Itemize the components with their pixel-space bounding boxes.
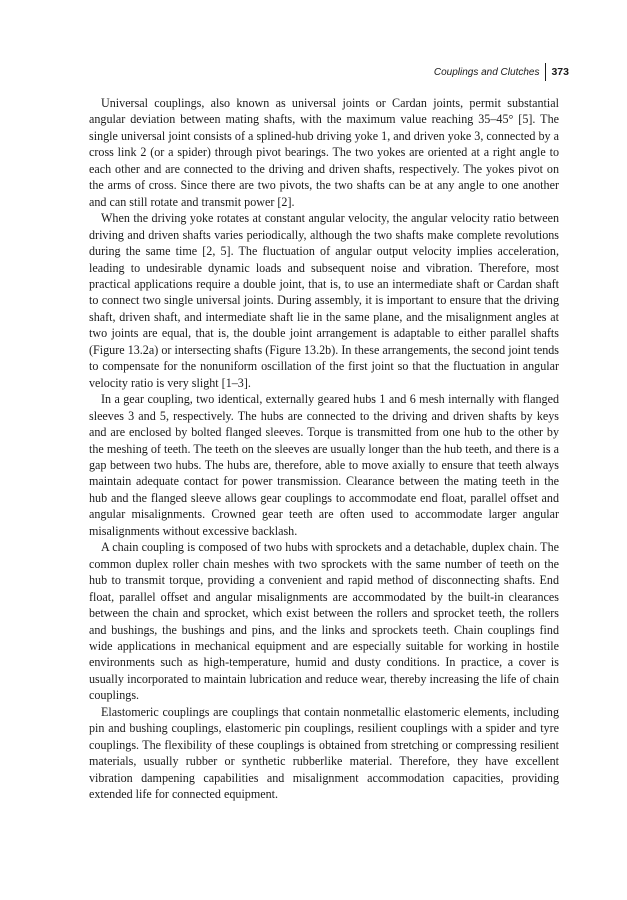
paragraph-chain-coupling: A chain coupling is composed of two hubs with sprockets and a detachable, duplex chain. The common duplex roller chain meshes with two sprockets with the same number of teeth on the hub to transmit torque, providing a convenient and rapid method of disconnecting shafts. End float, parallel offset and angular misalignments are accommodated by the built-in clearances between the chain and sprocket, which exist between the rollers and sprocket teeth, the rollers and bushings, the bushings and pins, and the links and sprockets teeth. Chain couplings find wide applications in mechanical equipment and are especially suitable for working in hostile environments such as high-temperature, humid and dusty conditions. In practice, a cover is usually incorporated to maintain lubrication and reduce wear, thereby increasing the life of chain couplings. <box>89 540 559 703</box>
running-head-divider <box>545 63 546 81</box>
body-text <box>89 95 559 802</box>
paragraph-universal-couplings: Universal couplings, also known as universal joints or Cardan joints, permit substantial angular deviation between mating shafts, with the maximum value reaching 35–45° [5]. The single universal joint consists of a splined-hub driving yoke 1, and driven yoke 3, connected by a cross link 2 (or a spider) through pivot bearings. The two yokes are oriented at a right angle to each other and are connected to the driving and driven shafts, respectively. The yokes pivot on the arms of cross. Since there are two pivots, the two shafts can be at any angle to one another and can still rotate and transmit power [2]. <box>89 96 559 209</box>
page-number: 373 <box>551 66 569 78</box>
paragraph-elastomeric-couplings: Elastomeric couplings are couplings that contain nonmetallic elastomeric elements, including pin and bushing couplings, elastomeric pin couplings, resilient couplings with a spider and tyre couplings. The flexibility of these couplings is obtained from stretching or compressing resilient materials, usually rubber or synthetic rubberlike material. Therefore, they have excellent vibration dampening capabilities and misalignment accommodation capacities, providing extended life for connected equipment. <box>89 704 559 802</box>
paragraph-gear-coupling: In a gear coupling, two identical, externally geared hubs 1 and 6 mesh internally with flanged sleeves 3 and 5, respectively. The hubs are connected to the driving and driven shafts by keys and are enclosed by bolted flanged sleeves. Torque is transmitted from one hub to the other by the meshing of teeth. The teeth on the sleeves are usually longer than the hub teeth, and there is a gap between two hubs. The hubs are, therefore, able to move axially to ensure that teeth always maintain adequate contact for power transmission. Clearance between the mating teeth in the hub and the flanged sleeve allows gear couplings to accommodate end float, parallel offset and angular misalignments. Crowned gear teeth are often used to accommodate larger angular misalignments without excessive backlash. <box>89 392 559 538</box>
running-head-section-title: Couplings and Clutches <box>433 66 540 78</box>
running-head <box>434 64 569 80</box>
paragraph-angular-velocity: When the driving yoke rotates at constant angular velocity, the angular velocity ratio between driving and driven shafts varies periodically, although the two shafts make complete revolutions during the same time [2, 5]. The fluctuation of angular output velocity implies acceleration, leading to undesirable dynamic loads and subsequent noise and vibration. Therefore, most practical applications require a double joint, that is, to use an intermediate shaft or Cardan shaft to connect two single universal joints. During assembly, it is important to ensure that the driving shaft, driven shaft, and intermediate shaft lie in the same plane, and the misalignment angles at two joints are equal, that is, the double joint arrangement is adaptable to either parallel shafts (Figure 13.2a) or intersecting shafts (Figure 13.2b). In these arrangements, the second joint tends to compensate for the nonuniform oscillation of the first joint so that the fluctuation in angular velocity ratio is very slight [1–3]. <box>89 211 559 390</box>
